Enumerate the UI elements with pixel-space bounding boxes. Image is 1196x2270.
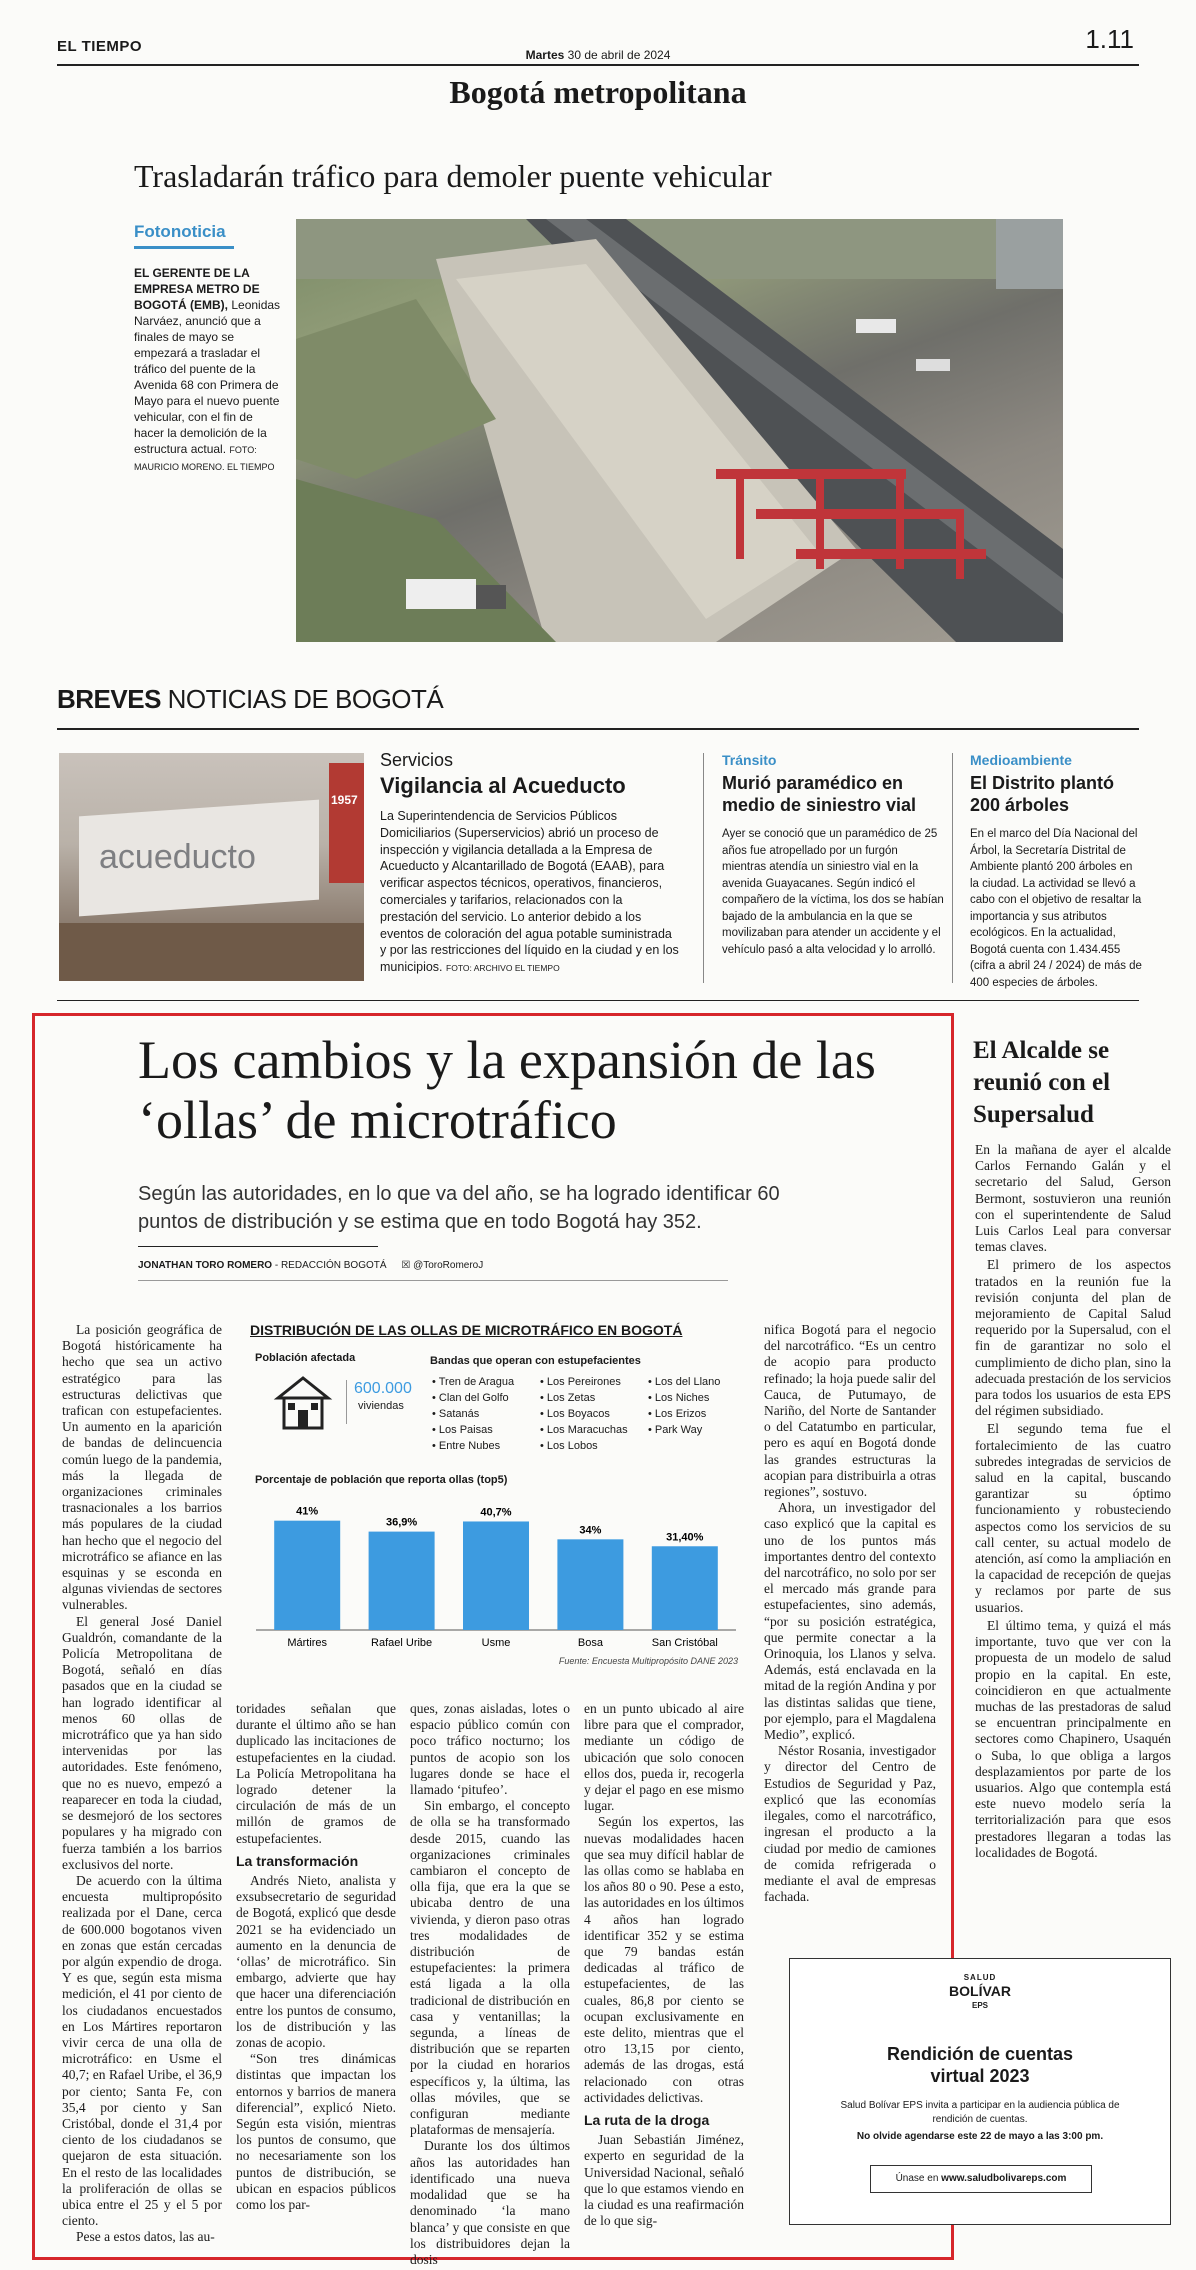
bar-category-label: San Cristóbal — [651, 1637, 718, 1649]
sidebar-body — [975, 1142, 1171, 1863]
breves-bottom-rule — [57, 1000, 1139, 1001]
population-value: 600.000 — [354, 1380, 412, 1397]
col1-p4: Pese a estos datos, las au- — [76, 2229, 215, 2245]
brief-2-kicker: Tránsito — [722, 752, 777, 768]
brief-1-credit: FOTO: ARCHIVO EL TIEMPO — [446, 963, 560, 974]
fotonoticia-label-rule — [134, 246, 234, 249]
sidebar-p2: El primero de los aspectos tratados en la reunión fue la revisión conjunta del plan de mejoramiento de Capital Salud requerido por la Supersalud, con el fin de garantizar no solo el cumplimiento de dicho plan, sino la adecuada prestación de los servicios para todos los usuarios de esta EPS del régimen subsidiado. — [975, 1257, 1171, 1419]
band: • Satanás — [432, 1408, 480, 1420]
ad-brand-sub: EPS — [971, 2001, 988, 2010]
col5-p1: nifica Bogotá para el negocio del narcotráfico. “Es un centro de acopio para producto refinado; la hoja puede salir del Cauca, de Putumayo, de Nariño, del Norte de Santander o del Catatumbo en particular, pero es aquí en Bogotá donde las grandes estructuras la acopian para distribuirla a otras regiones”, sostuvo. — [764, 1322, 936, 1500]
bar-usme — [463, 1521, 529, 1630]
band: • Park Way — [648, 1424, 703, 1436]
page-number: 1.11 — [1085, 24, 1134, 54]
fotonoticia-label: Fotonoticia — [134, 222, 226, 241]
brief-1-title: Vigilancia al Acueducto — [380, 773, 626, 798]
brief-2-title: Murió paramédico en medio de siniestro vial — [722, 773, 917, 815]
bridge-photo — [296, 219, 1063, 642]
breves-divider-2 — [952, 753, 953, 983]
band: • Los Maracuchas — [540, 1424, 628, 1436]
section-title: Bogotá metropolitana — [449, 74, 747, 110]
band: • Los Boyacos — [540, 1408, 610, 1420]
col1-p1: La posición geográfica de Bogotá históricamente ha hecho que sea un activo estratégico para las estructuras delictivas que trafican con estupefacientes. Un aumento en la aparición de bandas de delincuencia común luego de la pandemia, más la llegada de organizaciones criminales trasnacionales a los barrios más populares de la ciudad han hecho que el negocio del microtráfico se afiance en las esquinas y se esconda en algunas viviendas de sectores vulnerables. — [62, 1322, 222, 1613]
bar-category-label: Rafael Uribe — [371, 1637, 433, 1649]
bar-value-label: 34% — [579, 1524, 602, 1537]
col2-heading: La transformación — [236, 1852, 359, 1869]
col5-p3: Néstor Rosania, investigador y director del Centro de Estudios de Seguridad y Paz, explicó que las economías ilegales, como el narcotráfico, ingresan el producto a la ciudad por medio de camiones de comida refrigerada o mediante el aval de empresas fachada. — [764, 1743, 936, 1905]
col4-p2: Según los expertos, las nuevas modalidades hacen que sea muy difícil hablar de las ollas como se hablaba en los años 80 o 90. Pese a esto, las autoridades en los últimos 4 años han logrado identificar 352 y se estima que 79 bandas están dedicadas al tráfico de estupefacientes, de las cuales, 86,8 por ciento se ocupan exclusivamente en este delito, mientras que el otro 13,15 por ciento, además de las drogas, está relacionado con otras actividades delictivas. — [584, 1814, 744, 2105]
sidebar-p4: El último tema, y quizá el más importante, tuvo que ver con la propuesta de un modelo de salud propio en la capital. En este, coincidieron en que actualmente muchas de las prestadoras de salud se encuentran principalmente en sectores como Chapinero, Usaquén o Suba, lo que obliga a largos desplazamientos por parte de los usuarios. Algo que contempla está este nuevo modelo sería la territorialización para que esos prestadores llegaran a todas las localidades de Bogotá. — [975, 1617, 1171, 1860]
bar-value-label: 31,40% — [666, 1531, 704, 1544]
breves-rule — [57, 728, 1139, 730]
col3-p1: ques, zonas aisladas, lotes o espacio público común con poco tráfico nocturno; los puntos de acopio son los lugares donde se hace el llamado ‘pitufeo’. — [410, 1701, 570, 1798]
ad-line-1: Salud Bolívar EPS invita a participar en la audiencia pública de rendición de cuentas. — [840, 2100, 1120, 2125]
band: • Los Pereirones — [540, 1376, 621, 1388]
bar-rafael-uribe — [369, 1532, 435, 1630]
ad-line-2: No olvide agendarse este 22 de mayo a las 3:00 pm. — [856, 2131, 1104, 2142]
band: • Tren de Aragua — [432, 1376, 515, 1388]
header-rule — [57, 64, 1139, 66]
article-byline — [138, 1260, 483, 1271]
article-column-1 — [62, 1322, 222, 2246]
byline-rule — [138, 1280, 728, 1281]
sidebar-p1: En la mañana de ayer el alcalde Carlos Fernando Galán y el secretario del Salud, Gerson Bermont, sostuvieron una reunión con el superintendente de Salud Luis Carlos Leal para conversar temas claves. — [975, 1142, 1171, 1255]
col1-p3: De acuerdo con la última encuesta multipropósito realizada por el Dane, cerca de 600.000 bogotanos viven en zonas que están cercadas por algún expendio de droga. Y es que, según esta misma medición, el 41 por ciento de los ciudadanos encuestados en Los Mártires reportaron vivir cerca de una olla de microtráfico: en Usme el 40,7; en Rafael Uribe, el 36,9 por ciento; Santa Fe, con 35,4 por ciento y San Cristóbal, donde el 31,4 por ciento de los ciudadanos se quejaron de esta situación. En el resto de las localidades la proliferación de ollas se ubica entre el 25 y el 5 por ciento. — [62, 1872, 222, 2229]
article-subtitle: Según las autoridades, en lo que va del año, se ha logrado identificar 60 puntos de distribución y se estima que en todo Bogotá hay 352. — [138, 1183, 780, 1233]
brief-1-body — [380, 808, 680, 977]
byline-rule-left — [138, 1246, 378, 1247]
col2-p2: Andrés Nieto, analista y exsubsecretario de seguridad de Bogotá, explicó que desde 2021 se ha evidenciado un aumento en la denuncia de ‘ollas’ de microtráfico. Sin embargo, advierte que hay que hacer una diferenciación entre los puntos de consumo, los de distribución y las zonas de acopio. — [236, 1873, 396, 2051]
bar-category-label: Mártires — [287, 1637, 328, 1649]
acueducto-column — [329, 763, 364, 883]
bridge-photo-illustration — [296, 219, 1063, 642]
brief-1-text: La Superintendencia de Servicios Públicos Domiciliarios (Superservicios) abrió un proceso de inspección y vigilancia detallada a la Empresa de Acueducto y Alcantarillado de Bogotá (EAAB), para verificar aspectos técnicos, operativos, financieros, comerciales y tarifarios, relacionados con la prestación del servicio. Lo anterior debido a los eventos de coloración del agua potable suministrada y por las restricciones del líquido en la ciudad y en los municipios. — [380, 809, 679, 975]
byline-desk: - REDACCIÓN BOGOTÁ — [272, 1260, 387, 1271]
byline-social: @ToroRomeroJ — [413, 1260, 484, 1271]
article-column-2 — [236, 1701, 396, 2213]
col4-p1: en un punto ubicado al aire libre para que el comprador, mediante un código de ubicación que solo conocen ellos dos, pueda ir, recogerla y dejar el pago en ese mismo lugar. — [584, 1701, 744, 1814]
band: • Los Niches — [648, 1392, 710, 1404]
band: • Los del Llano — [648, 1376, 721, 1388]
ad-url-button[interactable] — [870, 2165, 1092, 2193]
ad-brand: BOLÍVAR — [949, 1983, 1011, 1999]
infographic — [250, 1322, 742, 1672]
bar-value-label: 40,7% — [480, 1506, 512, 1519]
bands-column-1 — [432, 1374, 514, 1454]
brief-medioambiente — [970, 752, 1142, 991]
ad-button-url: www.saludbolivareps.com — [941, 2173, 1067, 2184]
col3-p3: Durante los dos últimos años las autoridades han identificado una nueva modalidad que se ha denominado ‘la mano blanca’ y que consiste en que los distribuidores dejan la dosis — [410, 2138, 570, 2267]
population-unit: viviendas — [358, 1400, 404, 1412]
advertisement — [789, 1958, 1171, 2225]
sidebar-title: El Alcalde se reunió con el Supersalud — [973, 1037, 1111, 1128]
breves-divider-1 — [703, 753, 704, 983]
article-column-5 — [764, 1322, 936, 1905]
bands-label: Bandas que operan con estupefacientes — [430, 1355, 641, 1367]
sidebar-p3: El segundo tema fue el fortalecimiento de las cuatro subredes integradas de servicios de salud en la capital, buscando garantizar su óptimo funcionamiento y robusteciendo aspectos como los servicios de su call center, su actual modelo de atención, así como la ampliación en la capacidad de recepción de quejas y reclamos por parte de sus usuarios. — [975, 1421, 1171, 1615]
col5-p2: Ahora, un investigador del caso explicó que la capital es uno de los puntos más importantes dentro del contexto del narcotráfico, no solo por ser el mercado más grande para estupefacientes, sino además, “por su posición estratégica, que permite conectar a la Orinoquia, los Llanos y selva. Además, está enclavada en la mitad de la región Andina y por las distintas salidas que tiene, por ejemplo, para el Magdalena Medio”, explicó. — [764, 1500, 936, 1743]
bar-san-cristóbal — [652, 1546, 718, 1630]
brief-2-body: Ayer se conoció que un paramédico de 25 años fue atropellado por un furgón mientras atendía un siniestro vial en la avenida Guayacanes. Según indicó el compañero de la víctima, los dos se habían bajado de la ambulancia en la que se movilizaban para atender un accidente y el vehículo pasó a alta velocidad y lo arrolló. — [722, 828, 944, 956]
band: • Entre Nubes — [432, 1440, 501, 1452]
ad-brand-top: SALUD — [963, 1973, 997, 1982]
col4-p3: Juan Sebastián Jiménez, experto en seguridad de la Universidad Nacional, señaló que lo que estamos viendo en la ciudad es una reafirmación de lo que sig- — [584, 2132, 744, 2229]
brief-3-title: El Distrito plantó 200 árboles — [970, 773, 1114, 815]
bar-category-label: Usme — [481, 1637, 511, 1649]
band: • Los Zetas — [540, 1392, 596, 1404]
bar-mártires — [274, 1521, 340, 1630]
acueducto-sign: acueducto — [99, 838, 256, 876]
date-day: Martes — [525, 48, 565, 62]
article-column-3 — [410, 1701, 570, 2268]
house-icon — [272, 1372, 334, 1434]
col3-p2: Sin embargo, el concepto de olla se ha transformado desde 2015, cuando las organizaciones criminales cambiaron el concepto de olla fija, que era la que se ubicaba dentro de una vivienda, y dieron paso otras tres modalidades de distribución de estupefacientes: la primera está ligada a la olla tradicional de distribución en casa y ventanillas; la segunda, a líneas de distribución que se reparten por la ciudad en horarios específicos y, la última, las ollas móviles, que se configuran mediante plataformas de mensajería. — [410, 1798, 570, 2138]
caption-body: Leonidas Narváez, anunció que a finales de mayo se empezará a trasladar el tráfico del puente de la Avenida 68 con Primera de Mayo para el nuevo puente vehicular, con el fin de hacer la demolición de la estructura actual. — [134, 298, 281, 456]
brief-transito — [722, 752, 944, 958]
bar-bosa — [557, 1539, 623, 1630]
acueducto-photo — [59, 753, 364, 981]
chart-title: Porcentaje de población que reporta ollas (top5) — [255, 1474, 508, 1486]
col4-heading: La ruta de la droga — [584, 2112, 710, 2129]
brief-acueducto — [380, 750, 680, 977]
band: • Clan del Golfo — [432, 1392, 509, 1404]
band: • Los Lobos — [540, 1440, 598, 1452]
bar-value-label: 36,9% — [385, 1516, 418, 1529]
ad-title: Rendición de cuentas virtual 2023 — [886, 2044, 1074, 2086]
breves-header — [57, 684, 443, 715]
caption-lead: EL GERENTE DE LA EMPRESA METRO DE BOGOTÁ (EMB), — [134, 266, 260, 312]
article-column-4 — [584, 1701, 744, 2230]
ad-button-prefix: Únase en — [895, 2173, 942, 2184]
acueducto-year: 1957 — [331, 793, 358, 807]
social-icon: ☒ — [401, 1260, 411, 1271]
fotonoticia-headline: Trasladarán tráfico para demoler puente vehicular — [134, 158, 772, 194]
bands-column-2 — [540, 1374, 628, 1454]
masthead: EL TIEMPO — [57, 38, 143, 55]
fotonoticia-caption — [134, 265, 284, 475]
issue-date — [0, 48, 1196, 62]
brief-3-body: En el marco del Día Nacional del Árbol, la Secretaría Distrital de Ambiente plantó 200 árboles en la ciudad. La actividad se llevó a cabo con el objetivo de resaltar la importancia y sus atributos ecológicos. En la actualidad, Bogotá cuenta con 1.434.455 (cifra a abril 24 / 2024) de más de 400 especies de árboles. — [970, 828, 1142, 989]
date-rest: 30 de abril de 2024 — [567, 48, 671, 62]
article-title: Los cambios y la expansión de las ‘ollas’ de microtráfico — [138, 1030, 876, 1150]
breves-label-rest: NOTICIAS DE BOGOTÁ — [167, 684, 444, 714]
brief-1-kicker: Servicios — [380, 750, 454, 770]
col1-p2: El general José Daniel Gualdrón, comandante de la Policía Metropolitana de Bogotá, señaló en días pasados que en la ciudad se han logrado identificar al menos 60 ollas de microtráfico que ya han sido intervenidas por las autoridades. Este fenómeno, que no es nuevo, empezó a reaparecer en toda la ciudad, se desmejoró de los sectores populares y ha migrado con fuerza también a los barrios exclusivos del norte. — [62, 1613, 222, 1872]
band: • Los Erizos — [648, 1408, 707, 1420]
breves-label-bold: BREVES — [57, 684, 161, 714]
population-label: Población afectada — [255, 1352, 356, 1364]
band: • Los Paisas — [432, 1424, 493, 1436]
population-divider — [346, 1380, 347, 1424]
col2-p1: toridades señalan que durante el último año se han duplicado las incitaciones de estupefacientes en la ciudad. La Policía Metropolitana ha logrado detener la circulación de más de un millón de gramos de estupefacientes. — [236, 1701, 396, 1846]
bands-column-3 — [648, 1374, 720, 1438]
acueducto-ground — [59, 923, 364, 981]
bar-value-label: 41% — [296, 1505, 319, 1518]
infographic-title: DISTRIBUCIÓN DE LAS OLLAS DE MICROTRÁFICO EN BOGOTÁ — [250, 1322, 683, 1338]
col2-p3: “Son tres dinámicas distintas que impactan los entornos y barrios de manera diferencial”, explicó Nieto. Según esta visión, mientras los puntos de consumo, que no necesariamente son los puntos de distribución, se ubican en espacios públicos como los par- — [236, 2051, 396, 2213]
caption-credit: FOTO: MAURICIO MORENO. EL TIEMPO — [134, 445, 275, 472]
brief-3-kicker: Medioambiente — [970, 752, 1072, 768]
byline-name: JONATHAN TORO ROMERO — [138, 1260, 273, 1271]
bar-category-label: Bosa — [577, 1637, 603, 1649]
infographic-source: Fuente: Encuesta Multipropósito DANE 2023 — [558, 1656, 738, 1666]
bar-chart — [250, 1490, 742, 1660]
